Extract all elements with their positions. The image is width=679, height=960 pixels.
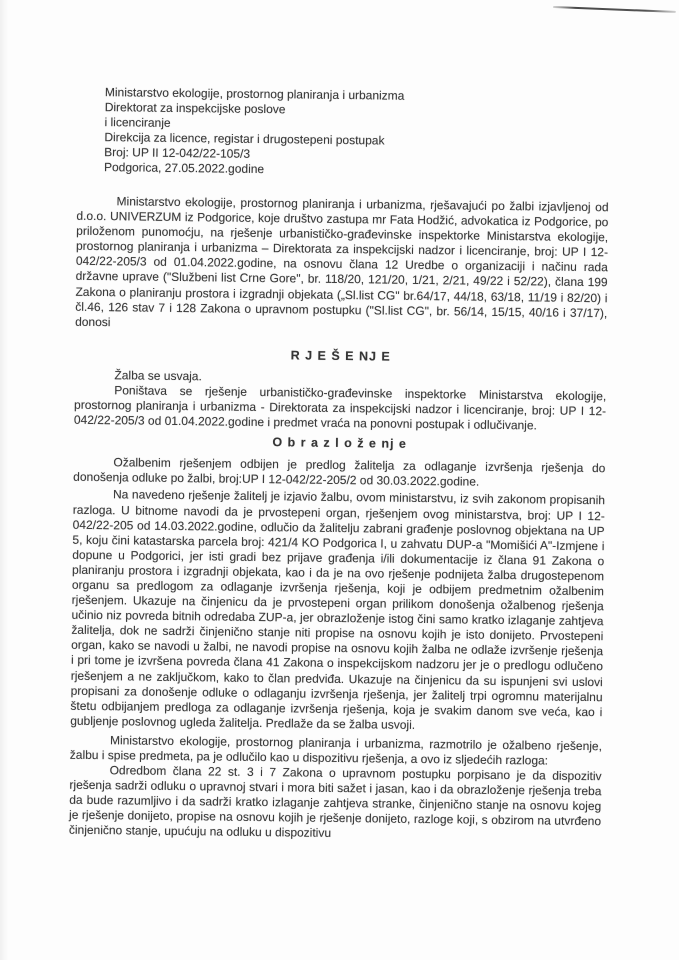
obrazlozenje-heading: O b r a z l o ž e nj e — [272, 435, 408, 452]
letterhead-direction: Direkcija za licence, registar i drugostepeni postupak — [104, 130, 385, 148]
rjesenje-paragraph-1: Žalba se usvaja. — [114, 368, 202, 384]
intro-paragraph: Ministarstvo ekologije, prostornog planiranja i urbanizma, rješavajući po žalbi izjavljenoj od d.o.o. UNIVERZUM iz Podgorice, koje društvo zastupa mr Fata Hodžić, advokatica iz Podgorice, po priloženom punomoćju, na rješenje urbanističko-građevinske inspektorke Ministarstva ekologije, prostornog planiranja i urbanizma – Direktorata za inspekcijski nadzor i licenciranje, broj: UP I 12-042/22-205/3 od 01.04.2022.godine, na osnovu člana 12 Uredbe o organizaciji i načinu rada državne uprave ("Službeni list Crne Gore", br. 118/20, 121/20, 1/21, 2/21, 49/22 i 52/22), člana 199 Zakona o planiranju prostora i izgradnji objekata („Sl.list CG" br.64/17, 44/18, 63/18, 11/19 i 82/20) i čl.46, 126 stav 7 i 128 Zakona o upravnom postupku ("Sl.list CG", br. 56/14, 15/15, 40/16 i 37/17), donosi — [75, 194, 609, 329]
obrazlozenje-paragraph-4: Odredbom člana 22 st. 3 i 7 Zakona o upravnom postupku porpisano je da dispozitiv rješenja sadrži odluku o upravnoj stvari i mora biti sažet i jasan, kao i da obrazloženje rješenja treba da bude razumljivo i da sadrži kratko izlaganje zahtjeva stranke, činjenično stanje na osnovu kojeg je rješenje donijeto, propise na osnovu kojih je rješenje donijeto, razloge koji, s obzirom na utvrđeno činjenično stanje, upućuju na odluku u dispozitivu — [68, 763, 602, 841]
scan-edge-shadow — [0, 0, 8, 960]
letterhead — [104, 85, 610, 181]
scan-artifact-line — [553, 6, 676, 13]
letterhead-directorate: Direktorat za inspekcijske poslove — [104, 100, 286, 117]
obrazlozenje-paragraph-1: Ožalbenim rješenjem odbijen je predlog žalitelja za odlaganje izvršenja rješenja do donošenja odluke po žalbi, broj:UP I 12-042/22-205/2 od 30.03.2022.godine. — [73, 455, 606, 489]
letterhead-ministry: Ministarstvo ekologije, prostornog planiranja i urbanizma — [104, 85, 405, 103]
rjesenje-heading: R J E Š E NJ E — [290, 348, 391, 364]
document-content — [69, 85, 610, 845]
obrazlozenje-paragraph-2: Na navedeno rješenje žalitelj je izjavio žalbu, ovom ministarstvu, iz svih zakonom propisanih razloga. U bitnome navodi da je prvostepeni organ, rješenjem ovog ministarstva, broj: UP I 12-042/22-205 od 14.03.2022.godine, odlučio da žalitelju zabrani građenje poslovnog objektana na UP 5, koju čini katastarska parcela broj: 421/4 KO Podgorica I, u zahvatu DUP-a "Momišići A"-Izmjene i dopune u Podgorici, jer isti gradi bez prijave građenja i/ili dokumentacije iz člana 91 Zakona o planiranju prostora i izgradnji objekata, kao i da je na ovo rješenje podnijeta žalba drugostepenom organu sa predlogom za odlaganje izvršenja rješenja, koji je odbijem predmetnim ožalbenim rješenjem. Ukazuje na činjenicu da je prvostepeni organ prilikom donošenja ožalbenog rješenja učinio niz povreda bitnih odredaba ZUP-a, jer obrazloženje istog čini samo kratko izlaganje zahtjeva žalitelja, dok ne sadrži činjenično stanje niti propise na osnovu kojih je isto donijeto. Prvostepeni organ, kako se navodi u žalbi, ne navodi propise na osnovu kojih žalba ne odlaže izvršenje rješenja i pri tome je izvršena povreda člana 41 Zakona o inspekcijskom nadzoru jer je o predlogu odlučeno rješenjem a ne zaključkom, kako to član predviđa. Ukazuje na činjenicu da su ispunjeni svi uslovi propisani za donošenje odluke o odlaganju izvršenja rješenja, jer žalitelj trpi ogromnu materijalnu štetu odbijanjem predloga za odlaganje izvršenja rješenja, koja je svakim danom sve veća, kao i gubljenje poslovnog ugleda žalitelja. Predlaže da se žalba usvoji. — [70, 487, 606, 732]
obrazlozenje-paragraph-3: Ministarstvo ekologije, prostornog planiranja i urbanizma, razmotrilo je ožalbeno rješenje, žalbu i spise predmeta, pa je odlučilo kao u dispozitivu rješenja, a ovo iz sljedećih razloga: — [69, 733, 603, 768]
rjesenje-paragraph-2: Poništava se rješenje urbanističko-građevinske inspektorke Ministarstva ekologije, prostornog planiranja i urbanizma - Direktorata za inspekcijski nadzor i licenciranje, broj: UP I 12-042/22-205/3 od 01.04.2022.godine i predmet vraća na ponovni postupak i odlučivanje. — [73, 383, 607, 433]
letterhead-case-number: Broj: UP II 12-042/22-105/3 — [104, 145, 251, 161]
letterhead-place-date: Podgorica, 27.05.2022.godine — [103, 160, 265, 177]
letterhead-licensing: i licenciranje — [104, 115, 171, 130]
